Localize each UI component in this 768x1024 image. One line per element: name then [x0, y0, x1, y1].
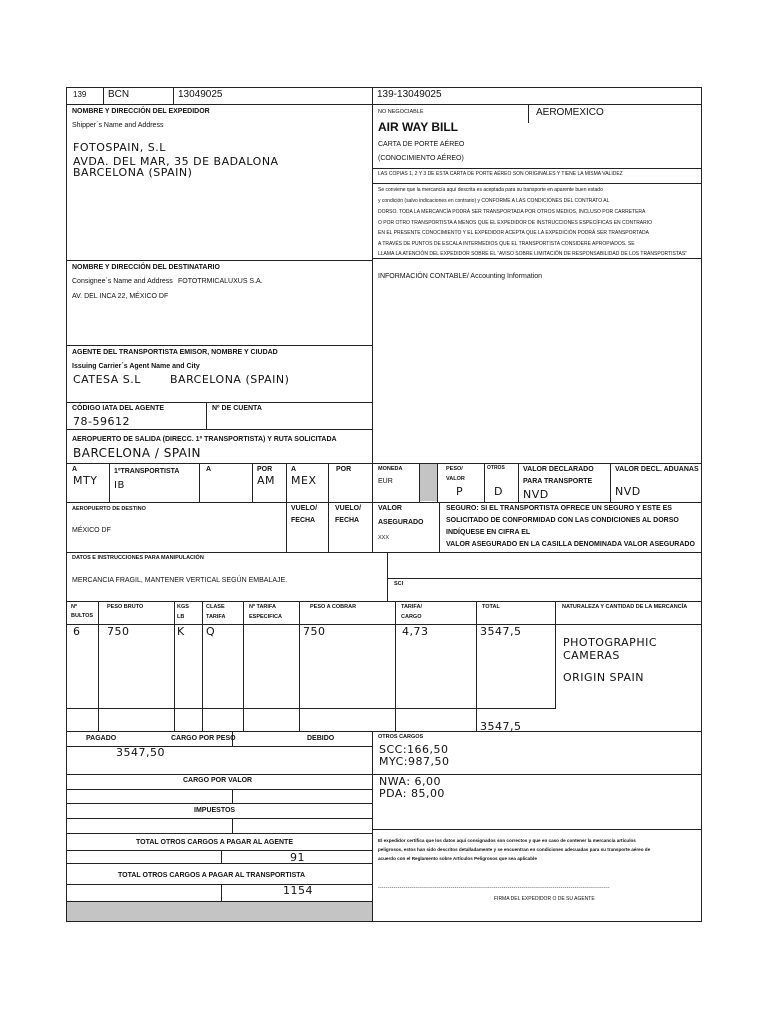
conditions-line: EN EL PRESENTE CONOCIMIENTO Y EL EXPEDIDOR ACEPTA QUE LA EXPEDICIÓN PODRÁ SER TRANSPORTADA [378, 230, 649, 236]
form-rule-line [66, 921, 702, 922]
form-rule-line [66, 463, 702, 464]
account-number-label: Nº DE CUENTA [212, 405, 262, 412]
routing-by1-value: AM [257, 474, 276, 487]
form-rule-line [221, 850, 222, 863]
tax-label: IMPUESTOS [194, 807, 236, 814]
form-rule-line [66, 260, 372, 261]
signature-line: ---------------------------------------------------------------------------------------------------------------------- [378, 885, 610, 891]
form-rule-line [66, 746, 372, 747]
form-rule-line [66, 850, 372, 851]
form-rule-line [372, 258, 702, 259]
form-rule-line [252, 463, 253, 502]
form-rule-line [419, 463, 420, 502]
nature-line-3: ORIGIN SPAIN [563, 671, 644, 684]
shaded-cell [419, 463, 437, 501]
conditions-line: A TRAVÉS DE PUNTOS DE ESCALA INTERMEDIOS QUE EL TRANSPORTISTA CONSIDERE APROPIADOS. SE [378, 241, 635, 247]
form-rule-line [66, 345, 372, 346]
departure-value: BARCELONA / SPAIN [73, 446, 202, 460]
form-rule-line [202, 601, 203, 731]
agent-title: AGENTE DEL TRANSPORTISTA EMISOR, NOMBRE Y CIUDAD [72, 349, 278, 356]
destination-label: AEROPUERTO DE DESTINO [72, 506, 146, 512]
form-rule-line [555, 601, 556, 709]
form-rule-line [66, 708, 555, 709]
form-rule-line [66, 104, 702, 105]
non-negotiable: NO NEGOCIABLE [378, 109, 424, 115]
declared-carriage-value: NVD [523, 488, 549, 501]
conditions-line: O POR OTRO TRANSPORTISTA A MENOS QUE EL EXPEDIDOR DE INSTRUCCIONES ESPECÍFICAS EN CONTRARIO [378, 220, 653, 226]
declared-carriage-label: PARA TRANSPORTE [523, 478, 593, 485]
form-rule-line [328, 463, 329, 502]
form-rule-line [232, 789, 233, 803]
airline-prefix: 139 [73, 90, 87, 99]
col-total-header: TOTAL [482, 604, 500, 610]
carrier-charges-label: TOTAL OTROS CARGOS A PAGAR AL TRANSPORTISTA [118, 872, 306, 879]
col-commodity-header: ESPECIFICA [249, 614, 283, 620]
form-rule-line [66, 502, 702, 503]
certification-line: peligrosos, estos han sido descritos detalladamente y se encuentran en condiciones adecuadas para su transporte aéreo de [378, 847, 651, 852]
signature-label: FIRMA DEL EXPEDIDOR O DE SU AGENTE [494, 896, 595, 902]
col-rate-header: TARIFA/ [401, 604, 422, 610]
col-pieces-header: Nº [71, 604, 77, 610]
form-rule-line [701, 87, 702, 922]
kg-lb-value: K [177, 625, 185, 638]
agent-city: BARCELONA (SPAIN) [170, 373, 290, 386]
col-rate-class-header: CLASE [206, 604, 225, 610]
form-rule-line [66, 884, 372, 885]
form-rule-line [387, 552, 388, 601]
shipper-title: NOMBRE Y DIRECCIÓN DEL EXPEDIDOR [72, 108, 210, 115]
col-rate-header: CARGO [401, 614, 422, 620]
form-rule-line [66, 402, 372, 403]
consignee-address: AV. DEL INCA 22, MÉXICO DF [72, 293, 169, 300]
insurance-text: SEGURO: SI EL TRANSPORTISTA OFRECE UN SEGURO Y ESTE ES [446, 505, 672, 512]
routing-to3-label: A [291, 466, 297, 473]
conditions-line: LLAMA LA ATENCIÓN DEL EXPEDIDOR SOBRE EL “AVISO SOBRE LIMITACIÓN DE RESPONSABILIDAD DE LOS TRANSPORTISTAS” [378, 251, 687, 257]
weight-value-code: P [456, 485, 464, 498]
form-rule-line [66, 731, 702, 732]
weight-charge-label: CARGO POR PESO [171, 735, 236, 742]
accounting-label: INFORMACIÓN CONTABLE/ Accounting Information [378, 273, 543, 280]
other-charge-line: MYC:987,50 [379, 755, 450, 768]
iata-code-value: 78-59612 [73, 415, 130, 428]
form-rule-line [173, 87, 174, 104]
agent-subtitle: Issuing Carrier´s Agent Name and City [72, 363, 200, 370]
form-rule-line [66, 818, 372, 819]
form-rule-line [372, 183, 702, 184]
weight-value-label: PESO/ [446, 466, 463, 472]
weight-value-label: VALOR [446, 476, 465, 482]
carrier-name: AEROMEXICO [536, 107, 604, 118]
form-rule-line [518, 463, 519, 502]
weight-charge-value: 3547,50 [116, 746, 165, 759]
iata-code-label: CÓDIGO IATA DEL AGENTE [72, 405, 165, 412]
form-rule-line [437, 463, 438, 502]
insured-value: XXX [378, 535, 390, 541]
agent-charges-value: 91 [290, 851, 305, 864]
routing-to-label: A [72, 466, 78, 473]
col-pieces-header: BULTOS [71, 613, 94, 619]
gross-weight-value: 750 [107, 625, 130, 638]
currency-label: MONEDA [378, 466, 403, 472]
handling-value: MERCANCIA FRAGIL, MANTENER VERTICAL SEGÚN EMBALAJE. [72, 577, 288, 584]
pieces-value: 6 [73, 625, 81, 638]
form-rule-line [66, 789, 372, 790]
currency-value: EUR [378, 478, 393, 485]
routing-by2-label: POR [336, 466, 352, 473]
form-rule-line [439, 502, 440, 552]
routing-to-value: MTY [73, 474, 98, 487]
origin-code: BCN [108, 89, 130, 100]
form-rule-line [328, 502, 329, 552]
first-carrier-label: 1ºTRANSPORTISTA [114, 468, 180, 475]
form-rule-line [610, 463, 611, 502]
carrier-charges-value: 1154 [283, 884, 313, 897]
awb-title: AIR WAY BILL [378, 120, 459, 134]
form-rule-line [286, 463, 287, 502]
conditions-line: Se conviene que la mercancía aquí descrita es aceptada para su transporte en aparente buen estado [378, 187, 603, 193]
total-value: 3547,5 [480, 625, 522, 638]
insurance-text: INDÍQUESE EN CIFRA EL [446, 529, 531, 536]
form-rule-line [372, 168, 702, 169]
form-rule-line [232, 818, 233, 833]
form-rule-line [66, 901, 372, 902]
destination-value: MÉXICO DF [72, 527, 111, 534]
declared-carriage-label: VALOR DECLARADO [523, 466, 594, 473]
col-nature-header: NATURALEZA Y CANTIDAD DE LA MERCANCÍA [562, 604, 688, 610]
other-charge-line: NWA: 6,00 [379, 775, 442, 788]
declared-customs-value: NVD [615, 485, 641, 498]
shaded-cell [221, 901, 372, 922]
insurance-text: VALOR ASEGURADO EN LA CASILLA DENOMINADA VALOR ASEGURADO [446, 541, 695, 548]
form-rule-line [109, 463, 110, 502]
form-rule-line [66, 774, 372, 775]
other-charges-title: OTROS CARGOS [378, 734, 424, 740]
certification-line: El expedidor certifica que los datos aquí consignados son correctos y que en caso de contener la mercancía artículos [378, 838, 636, 843]
form-rule-line [221, 884, 222, 901]
flight-date-label: VUELO/ [291, 505, 318, 512]
form-rule-line [98, 601, 99, 731]
form-rule-line [66, 863, 372, 864]
collect-label: DEBIDO [307, 735, 335, 742]
form-rule-line [372, 463, 373, 502]
air-waybill-form [66, 87, 702, 922]
rate-charge-value: 4,73 [402, 625, 429, 638]
consignee-title: NOMBRE Y DIRECCIÓN DEL DESTINATARIO [72, 264, 220, 271]
shipper-line-3: BARCELONA (SPAIN) [73, 166, 193, 179]
form-rule-line [66, 552, 702, 553]
form-rule-line [174, 601, 175, 731]
shipper-line-2: AVDA. DEL MAR, 35 DE BADALONA [73, 155, 279, 168]
form-rule-line [372, 502, 373, 552]
col-chargeable-header: PESO A COBRAR [310, 604, 357, 610]
flight-date-label: FECHA [335, 517, 360, 524]
insured-value-label: ASEGURADO [378, 519, 424, 526]
consignee-name: FOTOTRMICALUXUS S.A. [178, 278, 263, 285]
rate-class-value: Q [206, 625, 216, 638]
nature-line-2: CAMERAS [563, 649, 620, 662]
flight-date-label: VUELO/ [335, 505, 362, 512]
handling-label: DATOS E INSTRUCCIONES PARA MANIPULACIÓN [72, 555, 204, 561]
col-gross-weight-header: PESO BRUTO [107, 604, 144, 610]
agent-name: CATESA S.L [73, 373, 141, 386]
form-rule-line [299, 601, 300, 731]
form-rule-line [528, 104, 529, 123]
form-rule-line [199, 463, 200, 502]
form-rule-line [66, 833, 372, 834]
sci-label: SCI [394, 581, 404, 587]
conditions-line: y condición (salvo indicaciones en contrario) y CONFORME A LAS CONDICIONES DEL CONTRATO AL [378, 198, 610, 204]
form-rule-line [243, 601, 244, 731]
shaded-cell [66, 901, 221, 922]
form-rule-line [372, 829, 702, 830]
other-charges-label: OTROS [487, 465, 505, 471]
insurance-text: SOLICITADO DE CONFORMIDAD CON LAS CONDICIONES AL DORSO [446, 517, 679, 524]
total-sum-value: 3547,5 [480, 720, 522, 733]
form-rule-line [484, 463, 485, 502]
consignee-subtitle: Consignee´s Name and Address [72, 278, 173, 285]
form-rule-line [286, 502, 287, 552]
form-rule-line [476, 601, 477, 731]
other-charges-code: D [494, 485, 503, 498]
col-kg-lb-header: KGS [177, 604, 189, 610]
valuation-charge-label: CARGO POR VALOR [183, 777, 253, 784]
shipper-line-1: FOTOSPAIN, S.L [73, 141, 166, 154]
departure-label: AEROPUERTO DE SALIDA (DIRECC. 1º TRANSPORTISTA) Y RUTA SOLICITADA [72, 436, 337, 443]
form-rule-line [66, 429, 372, 430]
awb-subtitle-2: (CONOCIMIENTO AÉREO) [378, 155, 464, 162]
routing-to3-value: MEX [291, 474, 317, 487]
form-rule-line [206, 402, 207, 429]
form-rule-line [372, 731, 373, 922]
form-rule-line [103, 87, 104, 104]
conditions-line: DORSO. TODA LA MERCANCÍA PODRÁ SER TRANSPORTADA POR OTROS MEDIOS, INCLUSO POR CARRETERA [378, 209, 646, 215]
flight-date-label: FECHA [291, 517, 316, 524]
chargeable-weight-value: 750 [303, 625, 326, 638]
prepaid-label: PAGADO [86, 735, 117, 742]
copies-note: LAS COPIAS 1, 2 Y 3 DE ESTA CARTA DE PORTE AÉREO SON ORIGINALES Y TIENE LA MISMA VALIDEZ [378, 171, 623, 177]
form-rule-line [66, 87, 702, 88]
serial-number: 13049025 [178, 89, 223, 100]
form-rule-line [387, 578, 702, 579]
col-commodity-header: Nº TARIFA [249, 604, 276, 610]
form-rule-line [372, 87, 373, 463]
other-charge-line: PDA: 85,00 [379, 787, 445, 800]
certification-line: acuerdo con el Reglamento sobre Artículos Peligrosos que sea aplicable [378, 856, 537, 861]
col-rate-class-header: TARIFA [206, 614, 226, 620]
nature-line-1: PHOTOGRAPHIC [563, 636, 658, 649]
first-carrier-value: IB [114, 480, 125, 491]
form-rule-line [66, 601, 702, 602]
other-charge-line: SCC:166,50 [379, 743, 449, 756]
form-rule-line [395, 601, 396, 731]
col-kg-lb-header: LB [177, 614, 185, 620]
shipper-subtitle: Shipper´s Name and Address [72, 122, 164, 129]
form-rule-line [66, 624, 702, 625]
agent-charges-label: TOTAL OTROS CARGOS A PAGAR AL AGENTE [136, 839, 293, 846]
declared-customs-label: VALOR DECL. ADUANAS [615, 466, 699, 473]
form-rule-line [66, 803, 372, 804]
routing-to2-label: A [206, 466, 212, 473]
form-rule-line [66, 87, 67, 922]
awb-number: 139-13049025 [377, 89, 442, 100]
insured-value-label: VALOR [378, 505, 402, 512]
awb-subtitle-1: CARTA DE PORTE AÉREO [378, 141, 465, 148]
routing-by1-label: POR [257, 466, 273, 473]
